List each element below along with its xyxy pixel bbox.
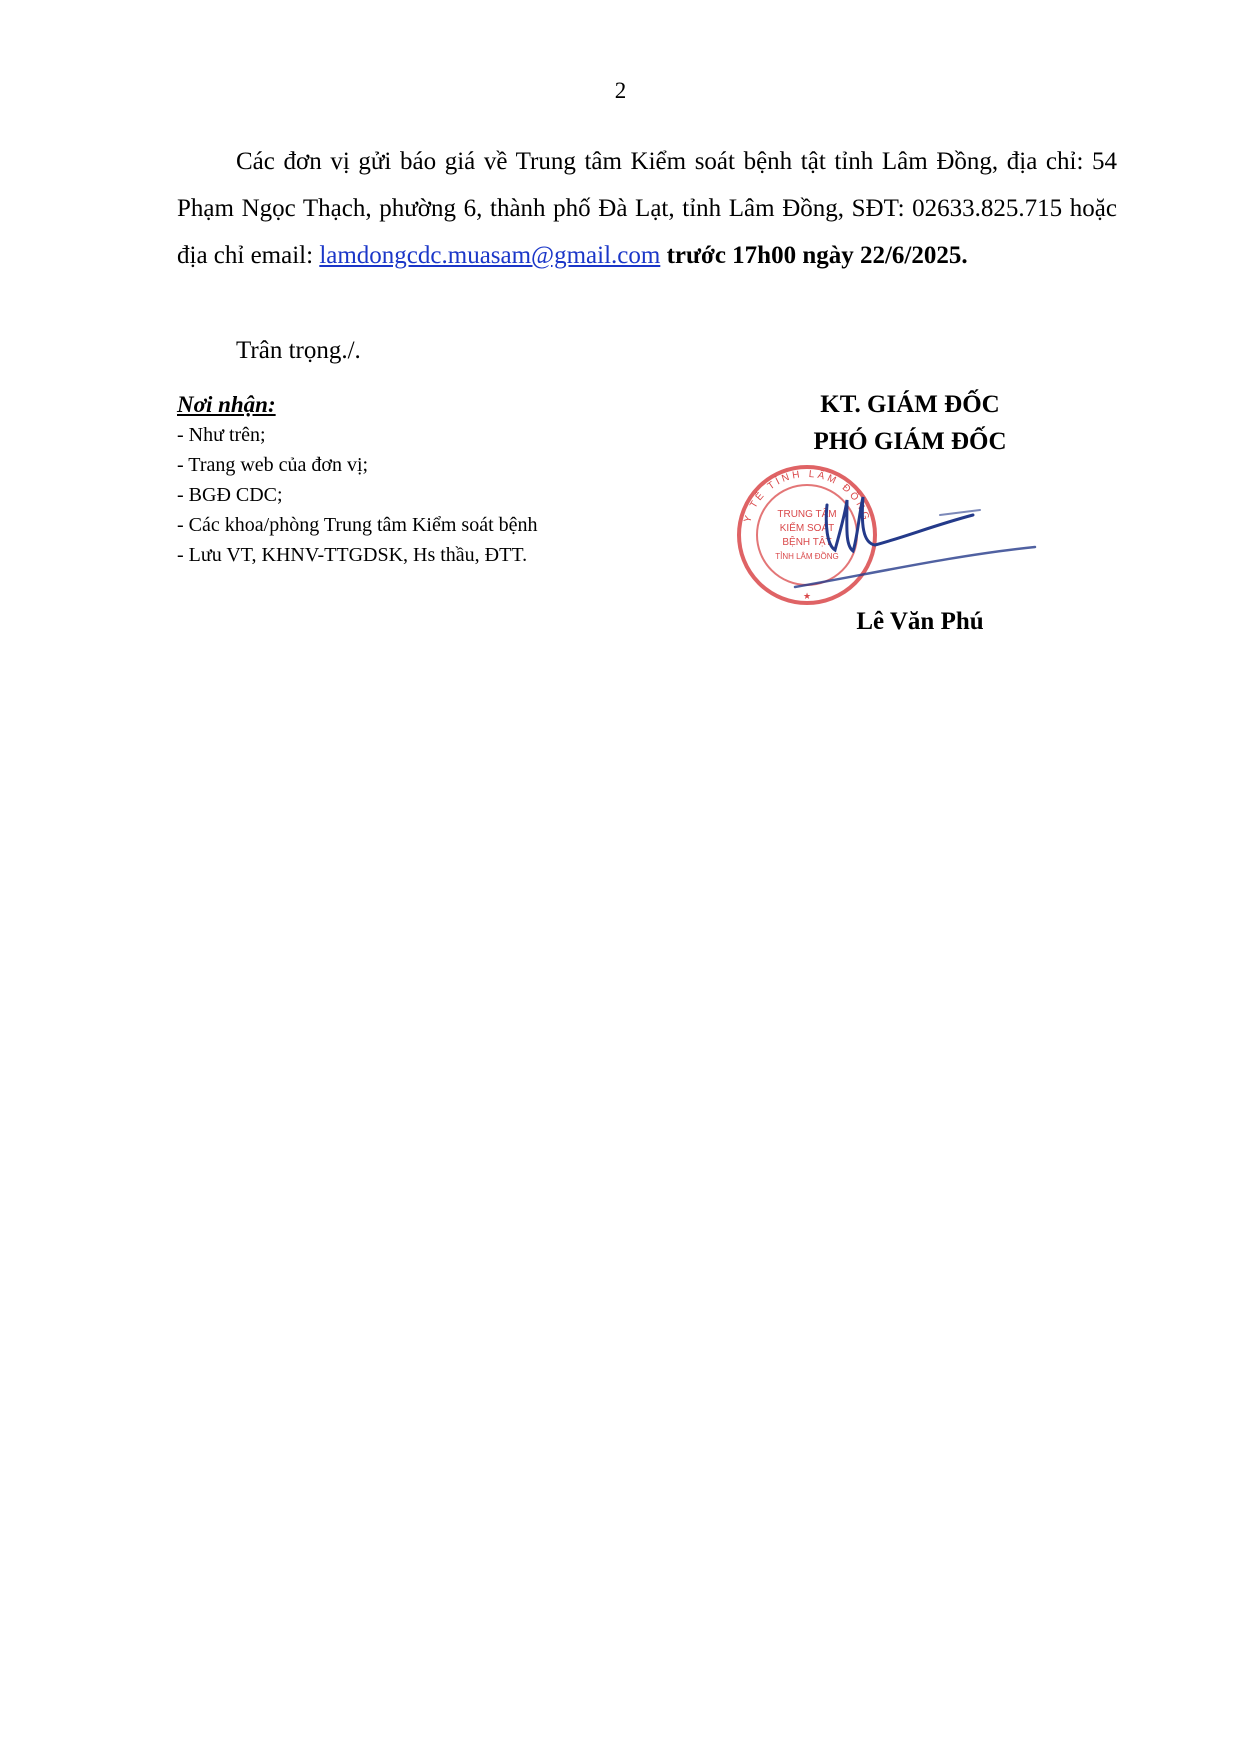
seal-center-text-4: TỈNH LÂM ĐỒNG bbox=[775, 552, 839, 561]
seal-center-text-3: BỆNH TẬT bbox=[782, 537, 832, 548]
recipients-block bbox=[177, 390, 647, 570]
recipients-title bbox=[177, 390, 647, 420]
seal-center-text-2: KIỂM SOÁT bbox=[779, 523, 835, 534]
signature-title-line2: PHÓ GIÁM ĐỐC bbox=[813, 428, 1007, 455]
recipients-title-colon: : bbox=[267, 392, 276, 417]
signature-block bbox=[740, 386, 1080, 460]
deadline-text: trước 17h00 ngày 22/6/2025. bbox=[660, 242, 968, 269]
recipient-item: - BGĐ CDC; bbox=[177, 484, 283, 506]
seal-center-text-1: TRUNG TÂM bbox=[777, 509, 837, 520]
seal-ring-text: Y TẾ TỈNH LÂM ĐỒNG bbox=[742, 468, 872, 524]
official-seal-icon bbox=[739, 467, 875, 603]
recipient-item: - Trang web của đơn vị; bbox=[177, 454, 369, 476]
recipient-item: - Các khoa/phòng Trung tâm Kiểm soát bệnh bbox=[177, 514, 538, 536]
recipients-title-text: Nơi nhận bbox=[177, 392, 268, 417]
closing-text: Trân trọng./. bbox=[236, 337, 361, 364]
seal-star-icon: ★ bbox=[802, 591, 812, 601]
recipients-list bbox=[177, 420, 647, 570]
recipient-item: - Như trên; bbox=[177, 424, 266, 446]
signature-title-line1: KT. GIÁM ĐỐC bbox=[820, 391, 1000, 418]
signer-name: Lê Văn Phú bbox=[856, 608, 984, 635]
body-text-before-email: Các đơn vị gửi báo giá về Trung tâm Kiểm soát bệnh tật tỉnh Lâm Đồng, địa chỉ: 54 Phạm Ngọc Thạch, phường 6, thành phố Đà Lạt, tỉnh Lâm Đồng, SĐT: 02633.825.715 hoặc địa chỉ email: bbox=[177, 148, 1117, 269]
email-link[interactable]: lamdongcdc.muasam@gmail.com bbox=[319, 242, 661, 269]
seal-and-signature bbox=[735, 455, 1065, 615]
page-number: 2 bbox=[614, 78, 627, 103]
body-paragraph bbox=[177, 138, 1117, 279]
recipient-item: - Lưu VT, KHNV-TTGDSK, Hs thầu, ĐTT. bbox=[177, 544, 528, 566]
